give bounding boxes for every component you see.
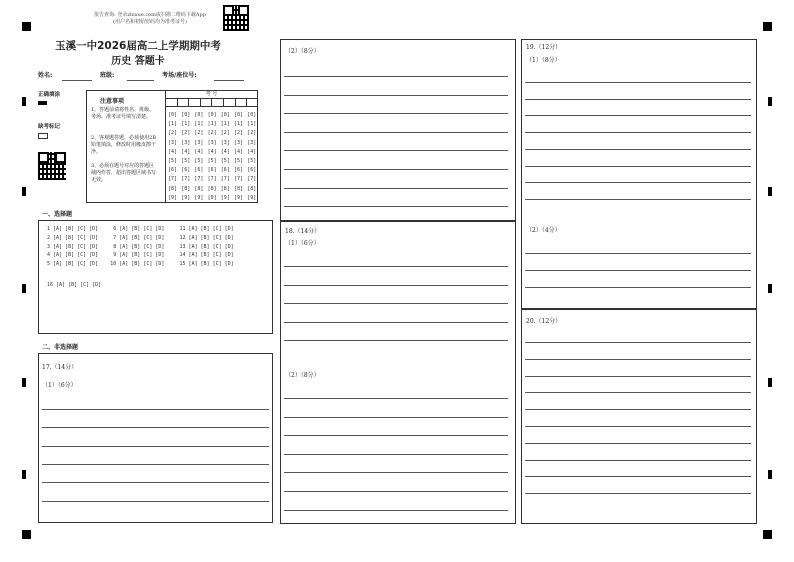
exam-digit-bubble[interactable]: [5] — [234, 158, 244, 164]
choice-row[interactable]: 3 [A] [B] [C] [D] 8 [A] [B] [C] [D] 13 [A] [B] [C] [D] — [47, 243, 234, 250]
q19-part1-answer-line[interactable] — [525, 149, 751, 150]
q18-title: 18.（14分） — [285, 228, 321, 235]
q17-sub1: （1）（6分） — [42, 382, 77, 389]
exam-digit-bubble[interactable]: [2] — [207, 130, 217, 137]
q19-part2-answer-line[interactable] — [525, 287, 751, 288]
exam-digit-bubble[interactable]: [3] — [168, 139, 178, 146]
exam-digit-bubble[interactable]: [5] — [194, 158, 204, 164]
q20-answer-line[interactable] — [525, 376, 751, 377]
exam-digit-bubble[interactable]: [7] — [234, 176, 244, 183]
exam-digit-bubble[interactable]: [6] — [168, 167, 178, 174]
exam-number-label: 考 号 — [205, 91, 218, 97]
q19-part1-answer-line[interactable] — [525, 99, 751, 100]
exam-digit-bubble[interactable]: [9] — [220, 194, 230, 201]
q18-part2-answer-line[interactable] — [284, 472, 508, 473]
q19-part1-answer-line[interactable] — [525, 115, 751, 116]
timing-mark — [22, 284, 26, 293]
absent-mark-box[interactable] — [38, 133, 48, 139]
q19-box — [521, 39, 757, 309]
q19-part1-answer-line[interactable] — [525, 199, 751, 200]
room-seat-field[interactable] — [214, 80, 244, 81]
timing-mark — [22, 187, 26, 196]
exam-digit-bubble[interactable]: [3] — [247, 139, 257, 146]
exam-digit-bubble[interactable]: [2] — [181, 130, 191, 137]
q18-part1-answer-line[interactable] — [284, 322, 508, 323]
exam-digit-bubble[interactable]: [4] — [234, 148, 244, 155]
timing-mark — [22, 378, 26, 387]
q20-answer-line[interactable] — [525, 460, 751, 461]
exam-digit-bubble[interactable]: [1] — [247, 121, 257, 128]
correct-fill-sample — [38, 101, 47, 105]
q18-part2-answer-line[interactable] — [284, 417, 508, 418]
q18-part2-answer-line[interactable] — [284, 398, 508, 399]
exam-digit-bubble[interactable]: [1] — [220, 121, 230, 128]
timing-mark — [768, 470, 772, 479]
qr-code-icon — [38, 152, 66, 180]
exam-digit-bubble[interactable]: [8] — [168, 185, 178, 192]
q17-part2-answer-line[interactable] — [284, 188, 508, 189]
exam-digit-bubble[interactable]: [6] — [207, 167, 217, 174]
q18-sub2: （2）（8分） — [285, 372, 320, 379]
exam-number-column-divider — [246, 98, 247, 106]
exam-digit-bubble[interactable]: [1] — [168, 121, 178, 128]
q20-answer-line[interactable] — [525, 426, 751, 427]
corner-mark-bottom-left — [22, 530, 31, 539]
q20-answer-line[interactable] — [525, 493, 751, 494]
q18-part1-answer-line[interactable] — [284, 303, 508, 304]
exam-digit-bubble[interactable]: [6] — [181, 167, 191, 174]
class-field[interactable] — [127, 80, 154, 81]
q17-answer-line[interactable] — [42, 446, 269, 447]
q17-part2-answer-line[interactable] — [284, 206, 508, 207]
exam-digit-bubble[interactable]: [4] — [181, 148, 191, 155]
exam-digit-bubble[interactable]: [8] — [234, 185, 244, 192]
exam-digit-bubble[interactable]: [4] — [247, 148, 257, 155]
q20-answer-line[interactable] — [525, 359, 751, 360]
exam-digit-bubble[interactable]: [2] — [168, 130, 178, 137]
exam-digit-bubble[interactable]: [0] — [247, 112, 257, 118]
exam-digit-bubble[interactable]: [3] — [234, 139, 244, 146]
exam-digit-bubble[interactable]: [2] — [234, 130, 244, 137]
choice-row[interactable]: 5 [A] [B] [C] [D] 10 [A] [B] [C] [D] 15 [A] [B] [C] [D] — [47, 261, 234, 268]
notice-line-2: (用户名和初始密码均为准考证号) — [113, 19, 187, 25]
q17-part2-answer-line[interactable] — [284, 150, 508, 151]
exam-digit-bubble[interactable]: [3] — [194, 139, 204, 146]
timing-mark — [768, 378, 772, 387]
choice-row[interactable]: 4 [A] [B] [C] [D] 9 [A] [B] [C] [D] 14 [A] [B] [C] [D] — [47, 252, 234, 259]
exam-digit-bubble[interactable]: [7] — [207, 176, 217, 183]
subject-title: 历史 答题卡 — [111, 56, 165, 67]
q19-sub2: （2）（4分） — [526, 227, 561, 234]
timing-mark — [768, 284, 772, 293]
q20-answer-line[interactable] — [525, 476, 751, 477]
exam-digit-bubble[interactable]: [4] — [207, 148, 217, 155]
name-field[interactable] — [62, 80, 92, 81]
exam-digit-bubble[interactable]: [9] — [207, 194, 217, 201]
exam-digit-bubble[interactable]: [0] — [194, 112, 204, 118]
q17-part2-answer-line[interactable] — [284, 76, 508, 77]
exam-digit-bubble[interactable]: [7] — [194, 176, 204, 183]
q20-answer-line[interactable] — [525, 443, 751, 444]
q18-part1-answer-line[interactable] — [284, 285, 508, 286]
exam-digit-bubble[interactable]: [7] — [220, 176, 230, 183]
exam-digit-bubble[interactable]: [1] — [194, 121, 204, 128]
exam-digit-bubble[interactable]: [5] — [181, 158, 191, 164]
exam-digit-bubble[interactable]: [8] — [181, 185, 191, 192]
room-seat-label: 考场/座位号: — [162, 72, 197, 79]
absent-mark-label: 缺考标记 — [38, 124, 61, 130]
exam-number-column-divider — [188, 98, 189, 106]
corner-mark-bottom-right — [763, 530, 772, 539]
exam-digit-bubble[interactable]: [9] — [247, 194, 257, 201]
q18-part1-answer-line[interactable] — [284, 266, 508, 267]
exam-digit-bubble[interactable]: [5] — [207, 158, 217, 164]
q17-part2-box — [280, 39, 516, 221]
name-label: 姓名: — [38, 72, 53, 79]
exam-digit-bubble[interactable]: [6] — [234, 167, 244, 174]
exam-digit-bubble[interactable]: [1] — [234, 121, 244, 128]
q19-part1-answer-line[interactable] — [525, 182, 751, 183]
q17-part2-answer-line[interactable] — [284, 113, 508, 114]
q19-part2-answer-line[interactable] — [525, 270, 751, 271]
choice-row[interactable]: 2 [A] [B] [C] [D] 7 [A] [B] [C] [D] 12 [A] [B] [C] [D] — [47, 234, 234, 241]
timing-mark — [22, 470, 26, 479]
school-title: 玉溪一中2026届高二上学期期中考 — [55, 40, 221, 52]
q19-part1-answer-line[interactable] — [525, 82, 751, 83]
q18-part2-answer-line[interactable] — [284, 491, 508, 492]
exam-digit-bubble[interactable]: [0] — [181, 112, 191, 118]
exam-digit-bubble[interactable]: [9] — [194, 194, 204, 201]
exam-digit-bubble[interactable]: [4] — [194, 148, 204, 155]
exam-digit-bubble[interactable]: [5] — [168, 158, 178, 164]
q17-part2-answer-line[interactable] — [284, 169, 508, 170]
exam-number-column-divider — [200, 98, 201, 106]
exam-digit-bubble[interactable]: [3] — [181, 139, 191, 146]
report-query-notice — [80, 12, 220, 26]
q19-part2-answer-line[interactable] — [525, 253, 751, 254]
timing-mark — [768, 97, 772, 106]
q20-answer-line[interactable] — [525, 342, 751, 343]
q18-part2-answer-line[interactable] — [284, 510, 508, 511]
exam-digit-bubble[interactable]: [9] — [168, 194, 178, 201]
exam-digit-bubble[interactable]: [3] — [220, 139, 230, 146]
notes-title: 注意事项 — [100, 98, 125, 105]
corner-mark-top-left — [22, 22, 31, 31]
notes-item-3: 3、必须在题号对应的答题区域内作答，超出答题区域书写无效。 — [91, 163, 157, 183]
exam-digit-bubble[interactable]: [8] — [247, 185, 257, 192]
exam-digit-bubble[interactable]: [0] — [220, 112, 230, 118]
section-1-title: 一、选择题 — [42, 211, 73, 218]
exam-digit-bubble[interactable]: [9] — [234, 194, 244, 201]
q18-sub1: （1）（6分） — [285, 240, 320, 247]
corner-mark-top-right — [763, 22, 772, 31]
class-label: 班级: — [100, 72, 115, 79]
q19-part1-answer-line[interactable] — [525, 166, 751, 167]
exam-digit-bubble[interactable]: [0] — [234, 112, 244, 118]
q17-answer-line[interactable] — [42, 427, 269, 428]
q20-answer-line[interactable] — [525, 392, 751, 393]
notes-item-1: 1、答题前请将姓名、班级、考场、准考证号填写清楚。 — [91, 107, 155, 120]
exam-digit-bubble[interactable]: [5] — [247, 158, 257, 164]
exam-digit-bubble[interactable]: [6] — [220, 167, 230, 174]
q19-title: 19.（12分） — [526, 44, 562, 51]
exam-digit-bubble[interactable]: [0] — [207, 112, 217, 118]
exam-digit-bubble[interactable]: [2] — [247, 130, 257, 137]
q17-answer-line[interactable] — [42, 409, 269, 410]
exam-number-column-divider — [235, 98, 236, 106]
q20-answer-line[interactable] — [525, 409, 751, 410]
exam-digit-bubble[interactable]: [8] — [207, 185, 217, 192]
exam-digit-bubble[interactable]: [8] — [194, 185, 204, 192]
q19-part1-answer-line[interactable] — [525, 132, 751, 133]
notice-line-1: 报告查询: 登录zhixue.com或扫描二维码下载App — [94, 12, 206, 18]
q17-answer-line[interactable] — [42, 501, 269, 502]
q20-title: 20.（12分） — [526, 318, 562, 325]
exam-digit-bubble[interactable]: [6] — [247, 167, 257, 174]
q17-part2-answer-line[interactable] — [284, 132, 508, 133]
exam-digit-bubble[interactable]: [1] — [181, 121, 191, 128]
q18-part1-answer-line[interactable] — [284, 340, 508, 341]
exam-digit-bubble[interactable]: [0] — [168, 112, 178, 118]
q18-part2-answer-line[interactable] — [284, 435, 508, 436]
notes-item-2: 2、客观题答题，必须使用2B铅笔填涂，修改时用橡皮擦干净。 — [91, 135, 157, 155]
section-2-title: 二、非选择题 — [42, 344, 79, 351]
exam-digit-bubble[interactable]: [8] — [220, 185, 230, 192]
q17-sub2: （2）（8分） — [285, 48, 320, 55]
q17-answer-line[interactable] — [42, 482, 269, 483]
q19-sub1: （1）（8分） — [526, 57, 561, 64]
exam-number-column-divider — [211, 98, 212, 106]
q18-part2-answer-line[interactable] — [284, 454, 508, 455]
exam-digit-bubble[interactable]: [5] — [220, 158, 230, 164]
exam-digit-bubble[interactable]: [9] — [181, 194, 191, 201]
exam-digit-bubble[interactable]: [3] — [207, 139, 217, 146]
qr-code-icon — [223, 5, 249, 31]
timing-mark — [768, 187, 772, 196]
exam-digit-bubble[interactable]: [2] — [194, 130, 204, 137]
exam-digit-bubble[interactable]: [2] — [220, 130, 230, 137]
exam-digit-bubble[interactable]: [4] — [220, 148, 230, 155]
exam-number-column-divider — [177, 98, 178, 106]
q17-title: 17.（14分） — [42, 364, 78, 371]
q17-part2-answer-line[interactable] — [284, 95, 508, 96]
exam-digit-bubble[interactable]: [4] — [168, 148, 178, 155]
exam-number-column-divider — [223, 98, 224, 106]
correct-fill-label: 正确填涂 — [38, 92, 61, 98]
q17-answer-line[interactable] — [42, 464, 269, 465]
timing-mark — [22, 97, 26, 106]
choice-row[interactable]: 1 [A] [B] [C] [D] 6 [A] [B] [C] [D] 11 [A] [B] [C] [D] — [47, 226, 234, 232]
exam-digit-bubble[interactable]: [1] — [207, 121, 217, 128]
exam-digit-bubble[interactable]: [7] — [181, 176, 191, 183]
exam-digit-bubble[interactable]: [7] — [168, 176, 178, 183]
exam-digit-bubble[interactable]: [6] — [194, 167, 204, 174]
exam-digit-bubble[interactable]: [7] — [247, 176, 257, 183]
choice-row-16[interactable]: 16 [A] [B] [C] [D] — [47, 282, 102, 288]
exam-number-input-line — [165, 106, 258, 107]
q17-box — [38, 353, 273, 523]
